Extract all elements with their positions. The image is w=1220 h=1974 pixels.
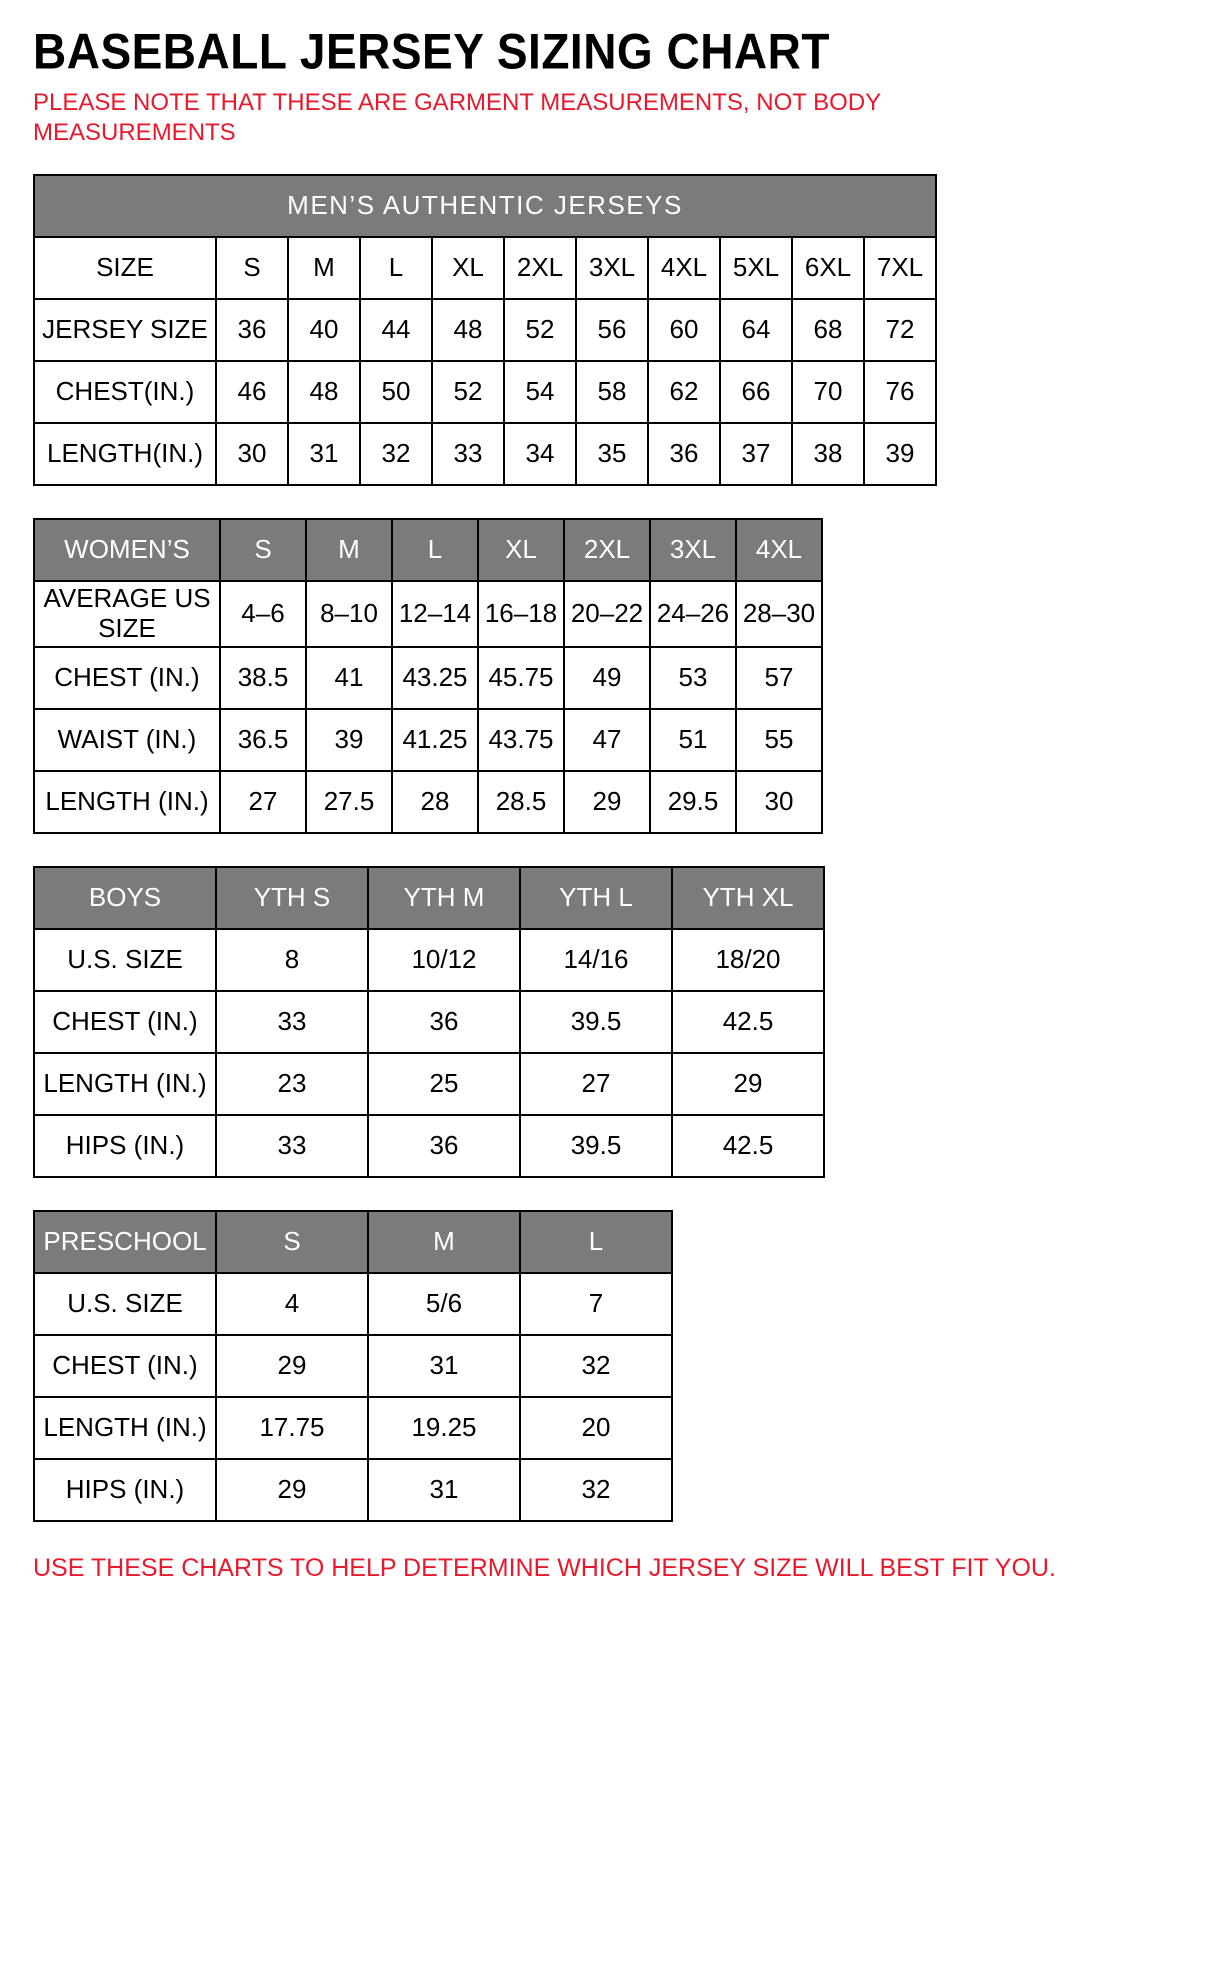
table-cell: 33 — [216, 991, 368, 1053]
table-cell: 52 — [504, 299, 576, 361]
page-title: BASEBALL JERSEY SIZING CHART — [33, 23, 830, 80]
mens-sizing-table — [33, 174, 937, 486]
table-cell: 29 — [564, 771, 650, 833]
table-cell: S — [216, 237, 288, 299]
table-cell: 3XL — [576, 237, 648, 299]
table-cell: 32 — [520, 1335, 672, 1397]
table-cell: 34 — [504, 423, 576, 485]
table-cell: 30 — [216, 423, 288, 485]
table-cell: 36 — [216, 299, 288, 361]
table-row — [34, 1053, 824, 1115]
table-header-cell: S — [216, 1211, 368, 1273]
table-cell: 56 — [576, 299, 648, 361]
table-row — [34, 423, 936, 485]
table-cell: 7XL — [864, 237, 936, 299]
row-label: AVERAGE US SIZE — [34, 581, 220, 647]
table-cell: M — [288, 237, 360, 299]
row-label: HIPS (IN.) — [34, 1115, 216, 1177]
table-cell: 30 — [736, 771, 822, 833]
table-cell: 31 — [368, 1335, 520, 1397]
table-cell: 48 — [432, 299, 504, 361]
table-cell: 39.5 — [520, 991, 672, 1053]
table-row — [34, 1335, 672, 1397]
row-label: SIZE — [34, 237, 216, 299]
row-label: LENGTH (IN.) — [34, 1397, 216, 1459]
table-cell: 31 — [288, 423, 360, 485]
table-cell: 8 — [216, 929, 368, 991]
table-header-row — [34, 1211, 672, 1273]
table-cell: 29 — [672, 1053, 824, 1115]
table-header-cell: 3XL — [650, 519, 736, 581]
table-cell: 70 — [792, 361, 864, 423]
table-header-cell: S — [220, 519, 306, 581]
table-cell: 68 — [792, 299, 864, 361]
table-cell: 41.25 — [392, 709, 478, 771]
mens-table-banner: MEN’S AUTHENTIC JERSEYS — [34, 175, 936, 237]
table-cell: 46 — [216, 361, 288, 423]
table-cell: 6XL — [792, 237, 864, 299]
table-cell: L — [360, 237, 432, 299]
table-cell: 29 — [216, 1459, 368, 1521]
table-header-cell: L — [520, 1211, 672, 1273]
table-cell: 45.75 — [478, 647, 564, 709]
table-cell: 33 — [216, 1115, 368, 1177]
table-cell: 23 — [216, 1053, 368, 1115]
table-cell: 39.5 — [520, 1115, 672, 1177]
table-header-cell: XL — [478, 519, 564, 581]
table-cell: 55 — [736, 709, 822, 771]
table-cell: 28 — [392, 771, 478, 833]
table-header-cell: L — [392, 519, 478, 581]
table-cell: 27 — [220, 771, 306, 833]
table-cell: 76 — [864, 361, 936, 423]
table-cell: 31 — [368, 1459, 520, 1521]
table-cell: 29 — [216, 1335, 368, 1397]
table-cell: 35 — [576, 423, 648, 485]
table-cell: 20 — [520, 1397, 672, 1459]
table-cell: 36 — [368, 991, 520, 1053]
table-header-label: WOMEN’S — [34, 519, 220, 581]
table-cell: 4–6 — [220, 581, 306, 647]
table-row — [34, 299, 936, 361]
table-cell: 50 — [360, 361, 432, 423]
table-cell: 43.75 — [478, 709, 564, 771]
footer-note: USE THESE CHARTS TO HELP DETERMINE WHICH JERSEY SIZE WILL BEST FIT YOU. — [33, 1553, 1056, 1582]
table-cell: 39 — [864, 423, 936, 485]
preschool-sizing-table — [33, 1210, 673, 1522]
row-label: CHEST (IN.) — [34, 1335, 216, 1397]
table-row — [34, 361, 936, 423]
table-cell: 4XL — [648, 237, 720, 299]
table-cell: 42.5 — [672, 1115, 824, 1177]
table-cell: 32 — [360, 423, 432, 485]
row-label: JERSEY SIZE — [34, 299, 216, 361]
table-row — [34, 1459, 672, 1521]
table-header-cell: YTH L — [520, 867, 672, 929]
table-header-label: PRESCHOOL — [34, 1211, 216, 1273]
table-cell: 44 — [360, 299, 432, 361]
table-cell: 37 — [720, 423, 792, 485]
table-cell: 5/6 — [368, 1273, 520, 1335]
table-cell: 60 — [648, 299, 720, 361]
table-banner-row — [34, 175, 936, 237]
table-row — [34, 1273, 672, 1335]
row-label: CHEST(IN.) — [34, 361, 216, 423]
table-cell: 7 — [520, 1273, 672, 1335]
table-row — [34, 1397, 672, 1459]
table-cell: 40 — [288, 299, 360, 361]
table-cell: 18/20 — [672, 929, 824, 991]
row-label: WAIST (IN.) — [34, 709, 220, 771]
boys-sizing-table — [33, 866, 825, 1178]
table-row — [34, 771, 822, 833]
row-label: LENGTH (IN.) — [34, 771, 220, 833]
table-header-cell: YTH S — [216, 867, 368, 929]
table-cell: 51 — [650, 709, 736, 771]
table-cell: 24–26 — [650, 581, 736, 647]
table-header-cell: YTH M — [368, 867, 520, 929]
table-cell: 17.75 — [216, 1397, 368, 1459]
table-cell: 5XL — [720, 237, 792, 299]
table-cell: 58 — [576, 361, 648, 423]
table-cell: 20–22 — [564, 581, 650, 647]
table-row — [34, 581, 822, 647]
table-cell: 4 — [216, 1273, 368, 1335]
row-label: LENGTH (IN.) — [34, 1053, 216, 1115]
table-row — [34, 991, 824, 1053]
table-row — [34, 709, 822, 771]
table-cell: 54 — [504, 361, 576, 423]
table-header-row — [34, 519, 822, 581]
womens-sizing-table — [33, 518, 823, 834]
table-cell: 8–10 — [306, 581, 392, 647]
row-label: CHEST (IN.) — [34, 991, 216, 1053]
table-cell: 14/16 — [520, 929, 672, 991]
table-cell: XL — [432, 237, 504, 299]
table-row — [34, 1115, 824, 1177]
table-cell: 48 — [288, 361, 360, 423]
table-cell: 36 — [368, 1115, 520, 1177]
table-cell: 39 — [306, 709, 392, 771]
table-cell: 28.5 — [478, 771, 564, 833]
table-cell: 32 — [520, 1459, 672, 1521]
table-cell: 27.5 — [306, 771, 392, 833]
table-cell: 10/12 — [368, 929, 520, 991]
table-cell: 41 — [306, 647, 392, 709]
table-header-cell: 4XL — [736, 519, 822, 581]
row-label: U.S. SIZE — [34, 929, 216, 991]
table-row — [34, 237, 936, 299]
table-cell: 38.5 — [220, 647, 306, 709]
row-label: HIPS (IN.) — [34, 1459, 216, 1521]
table-header-cell: M — [306, 519, 392, 581]
row-label: U.S. SIZE — [34, 1273, 216, 1335]
table-cell: 29.5 — [650, 771, 736, 833]
table-cell: 25 — [368, 1053, 520, 1115]
table-cell: 66 — [720, 361, 792, 423]
table-cell: 62 — [648, 361, 720, 423]
table-cell: 49 — [564, 647, 650, 709]
table-header-cell: 2XL — [564, 519, 650, 581]
table-header-label: BOYS — [34, 867, 216, 929]
table-cell: 64 — [720, 299, 792, 361]
table-cell: 19.25 — [368, 1397, 520, 1459]
table-header-cell: M — [368, 1211, 520, 1273]
table-cell: 36 — [648, 423, 720, 485]
table-cell: 47 — [564, 709, 650, 771]
row-label: CHEST (IN.) — [34, 647, 220, 709]
table-row — [34, 929, 824, 991]
table-cell: 52 — [432, 361, 504, 423]
table-cell: 27 — [520, 1053, 672, 1115]
table-cell: 36.5 — [220, 709, 306, 771]
measurement-note: PLEASE NOTE THAT THESE ARE GARMENT MEASUREMENTS, NOT BODY MEASUREMENTS — [33, 89, 881, 146]
table-header-cell: YTH XL — [672, 867, 824, 929]
table-cell: 72 — [864, 299, 936, 361]
table-cell: 42.5 — [672, 991, 824, 1053]
table-cell: 33 — [432, 423, 504, 485]
table-cell: 2XL — [504, 237, 576, 299]
table-cell: 28–30 — [736, 581, 822, 647]
row-label: LENGTH(IN.) — [34, 423, 216, 485]
table-header-row — [34, 867, 824, 929]
table-cell: 16–18 — [478, 581, 564, 647]
table-cell: 43.25 — [392, 647, 478, 709]
table-cell: 53 — [650, 647, 736, 709]
table-cell: 12–14 — [392, 581, 478, 647]
table-cell: 38 — [792, 423, 864, 485]
table-cell: 57 — [736, 647, 822, 709]
table-row — [34, 647, 822, 709]
